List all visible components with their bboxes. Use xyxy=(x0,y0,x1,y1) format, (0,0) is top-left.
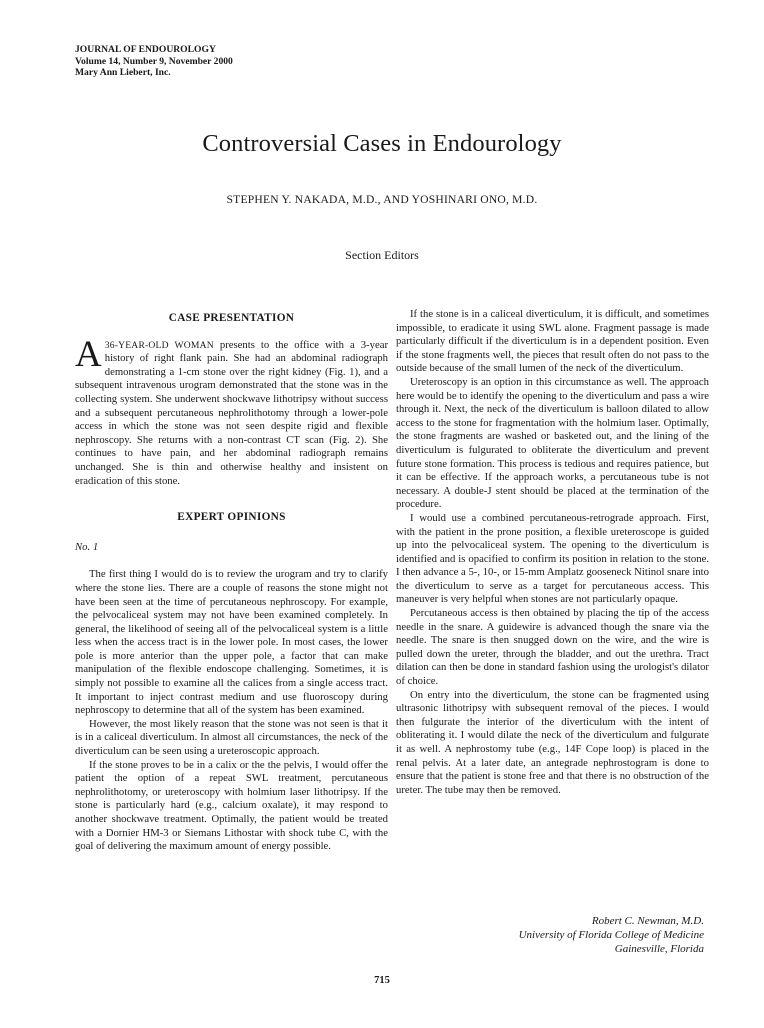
case-presentation-paragraph xyxy=(75,333,389,489)
journal-header xyxy=(75,44,233,79)
signature-name: Robert C. Newman, M.D. xyxy=(591,915,704,927)
expert-opinions-heading: EXPERT OPINIONS xyxy=(177,511,286,524)
lead-caps: 36-YEAR-OLD WOMAN xyxy=(104,339,214,351)
signature-location: Gainesville, Florida xyxy=(614,943,704,955)
body-paragraph: Percutaneous access is then obtained by placing the tip of the access needle in the snare. A guidewire is advanced though the snare via the needle. The snare is then snugged down on the wire, and the wire is pulled down the ureter, through the bladder, and out the urethra. Tract dilation can then be done in standard fashion using the urologist's dilator of choice. xyxy=(396,607,709,688)
journal-name: JOURNAL OF ENDOUROLOGY xyxy=(75,44,216,55)
article-title: Controversial Cases in Endourology xyxy=(202,130,562,157)
body-paragraph: If the stone proves to be in a calix or the the pelvis, I would offer the patient the option of a repeat SWL treatment, percutaneous nephrolithotomy, or ureteroscopy with holmium laser lithotripsy. If the stone is particularly hard (e.g., calcium oxalate), it may respond to another shockwave treatment. Optimally, the patient would be treated with a Dornier HM-3 or Siemans Lithostar with shock tube C, with the goal of delivering the maximum amount of energy possible. xyxy=(75,758,388,853)
section-editors-label: Section Editors xyxy=(345,248,419,262)
opinion-number: No. 1 xyxy=(75,540,99,553)
journal-volume: Volume 14, Number 9, November 2000 xyxy=(75,55,233,67)
signature-affiliation: University of Florida College of Medicine xyxy=(518,929,704,941)
case-presentation-text: presents to the office with a 3-year history of right flank pain. She had an abdominal radiograph demonstrating a 1-cm stone over the right kidney (Fig. 1), and a subsequent intravenous urogram demonstrated that the stone was in the collecting system. She underwent shockwave lithotripsy without success and a subsequent percutaneous nephrolithotomy through a lower-pole access in which the stone was not seen despite rigid and flexible nephroscopy. She returns with a non-contrast CT scan (Fig. 2). She continues to have pain, and her abdominal radiograph remains unchanged. She is thin and otherwise healthy and insistent on eradication of this stone. xyxy=(75,338,389,487)
page-number: 715 xyxy=(374,975,390,986)
body-paragraph: If the stone is in a caliceal diverticulum, it is difficult, and sometimes impossible, to eradicate it using SWL alone. Fragment passage is made particularly difficult if the diverticulum is in a dependent position. Even if the stone fragments well, the pieces that result often do not pass to the outside because of the small lumen of the neck of the diverticulum. xyxy=(396,308,709,375)
left-column xyxy=(75,312,388,854)
drop-cap: A xyxy=(75,333,102,375)
author-signature xyxy=(519,914,704,956)
body-paragraph: I would use a combined percutaneous-retrograde approach. First, with the patient in the prone position, a flexible ureteroscope is guided up into the pelvocaliceal system. The opening to the diverticulum is identified and is opacified to confirm its position in relation to the stone. I then advance a 5-, 10-, or 15-mm Amplatz gooseneck Nitinol snare into the diverticulum to serve as a target for percutaneous access. This maneuver is very helpful when stones are not particularly opaque. xyxy=(396,511,709,606)
body-paragraph: On entry into the diverticulum, the stone can be fragmented using ultrasonic lithotripsy with subsequent removal of the pieces. I would then fulgurate the interior of the diverticulum with the intent of obliterating it. I would dilate the neck of the diverticulum and fulgurate it as well. A nephrostomy tube (e.g., 14F Cope loop) is placed in the renal pelvis. At a later date, an antegrade nephrostogram is done to ensure that the patient is stone free and that there is no obstruction of the ureter. The tube may then be removed. xyxy=(396,688,709,796)
right-column xyxy=(396,308,709,797)
case-presentation-heading: CASE PRESENTATION xyxy=(168,312,295,324)
article-authors: STEPHEN Y. NAKADA, M.D., AND YOSHINARI ONO, M.D. xyxy=(226,193,538,206)
body-paragraph: Ureteroscopy is an option in this circumstance as well. The approach here would be to identify the opening to the diverticulum and pass a wire through it. Next, the neck of the diverticulum is balloon dilated to allow access to the stone for fragmentation with the holmium laser. Optimally, the stone fragments are washed or basketed out, and the lining of the diverticulum is fulgurated to obliterate the diverticulum and prevent future stone formation. This process is tedious and requires patience, but it can be effective. If the approach works, a percutaneous tube is not necessary. A double-J stent should be placed at the termination of the procedure. xyxy=(396,375,709,511)
journal-publisher: Mary Ann Liebert, Inc. xyxy=(75,67,171,79)
body-paragraph: The first thing I would do is to review the urogram and try to clarify where the stone lies. There are a couple of reasons the stone might not have been seen at the time of percutaneous nephroscopy. For example, the pelvocaliceal system may not have been examined completely. In general, the likelihood of seeing all of the pelvocaliceal system is a little less when the access tract is in the lower pole. In most cases, the lower pole is more anterior than the upper pole, a factor that can make manipulation of the flexible endoscope challenging. Sometimes, it is simply not possible to examine all the calices from a single access tract. It important to inject contrast medium and use fluoroscopy during nephroscopy to determine that all of the system has been examined. xyxy=(75,568,388,717)
body-paragraph: However, the most likely reason that the stone was not seen is that it is in a caliceal diverticulum. In almost all circumstances, the neck of the diverticulum can be seen using a ureteroscopic approach. xyxy=(75,717,388,758)
